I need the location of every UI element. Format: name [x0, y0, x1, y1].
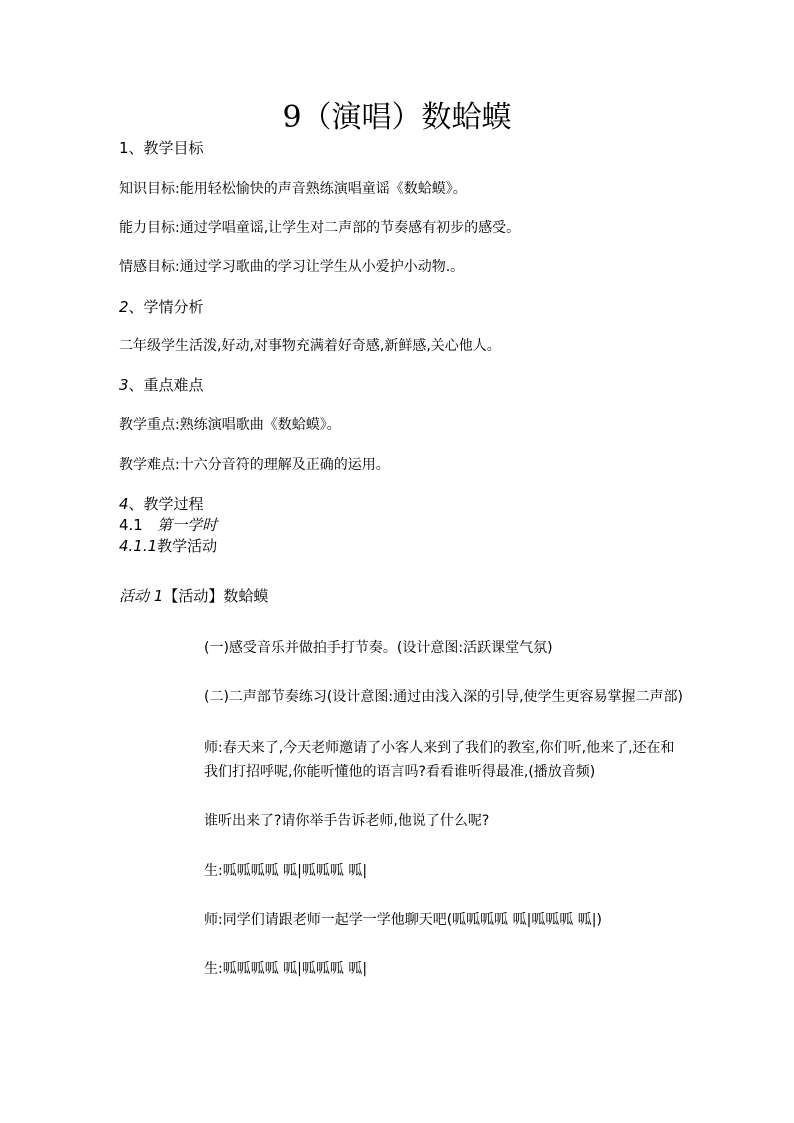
teacher-instruction: 师:同学们请跟老师一起学一学他聊天吧(呱呱呱呱 呱|呱呱呱 呱|)	[204, 912, 602, 928]
subsection-4-1-1-number: 4.1.1	[119, 537, 158, 555]
section-4-number: 4	[119, 495, 129, 513]
activity-paragraph-3-line-1: 师:春天来了,今天老师邀请了小客人来到了我们的教室,你们听,他来了,还在和	[204, 740, 675, 756]
subsection-4-1-number: 4.1	[119, 516, 143, 534]
subsection-4-1	[119, 516, 217, 534]
activity-title: 【活动】数蛤蟆	[163, 587, 269, 605]
activity-paragraph-4: 谁听出来了?请你举手告诉老师,他说了什么呢?	[204, 813, 490, 829]
document-title: 9（演唱）数蛤蟆	[282, 100, 512, 135]
section-2-heading	[119, 298, 204, 316]
activity-paragraph-2: (二)二声部节奏练习(设计意图:通过由浅入深的引导,使学生更容易掌握二声部)	[204, 689, 684, 705]
section-1-heading: 1、教学目标	[119, 139, 204, 157]
student-response-2: 生:呱呱呱呱 呱|呱呱呱 呱|	[204, 961, 368, 977]
knowledge-goal: 知识目标:能用轻松愉快的声音熟练演唱童谣《数蛤蟆》。	[119, 181, 467, 197]
section-3-title: 、重点难点	[128, 376, 204, 394]
section-3-heading	[119, 376, 204, 394]
learner-analysis: 二年级学生活泼,好动,对事物充满着好奇感,新鲜感,关心他人。	[119, 338, 501, 354]
activity-heading	[119, 587, 268, 605]
section-3-number: 3	[119, 376, 129, 394]
student-response-1: 生:呱呱呱呱 呱|呱呱呱 呱|	[204, 863, 368, 879]
teaching-key-point: 教学重点:熟练演唱歌曲《数蛤蟆》。	[119, 417, 341, 433]
subsection-4-1-1-title: 教学活动	[157, 537, 218, 555]
section-4-title: 、教学过程	[128, 495, 204, 513]
activity-number: 活动 1	[119, 587, 164, 605]
activity-paragraph-1: (一)感受音乐并做拍手打节奏。(设计意图:活跃课堂气氛)	[204, 640, 553, 656]
ability-goal: 能力目标:通过学唱童谣,让学生对二声部的节奏感有初步的感受。	[119, 220, 521, 236]
section-2-title: 、学情分析	[128, 298, 204, 316]
section-2-number: 2	[119, 298, 129, 316]
section-4-heading	[119, 495, 204, 513]
emotion-goal: 情感目标:通过学习歌曲的学习让学生从小爱护小动物.。	[119, 259, 465, 275]
subsection-4-1-1	[119, 537, 217, 555]
activity-paragraph-3-line-2: 我们打招呼呢,你能听懂他的语言吗?看看谁听得最准,(播放音频)	[204, 764, 596, 780]
teaching-difficulty: 教学难点:十六分音符的理解及正确的运用。	[119, 457, 390, 473]
subsection-4-1-title: 第一学时	[157, 516, 218, 534]
